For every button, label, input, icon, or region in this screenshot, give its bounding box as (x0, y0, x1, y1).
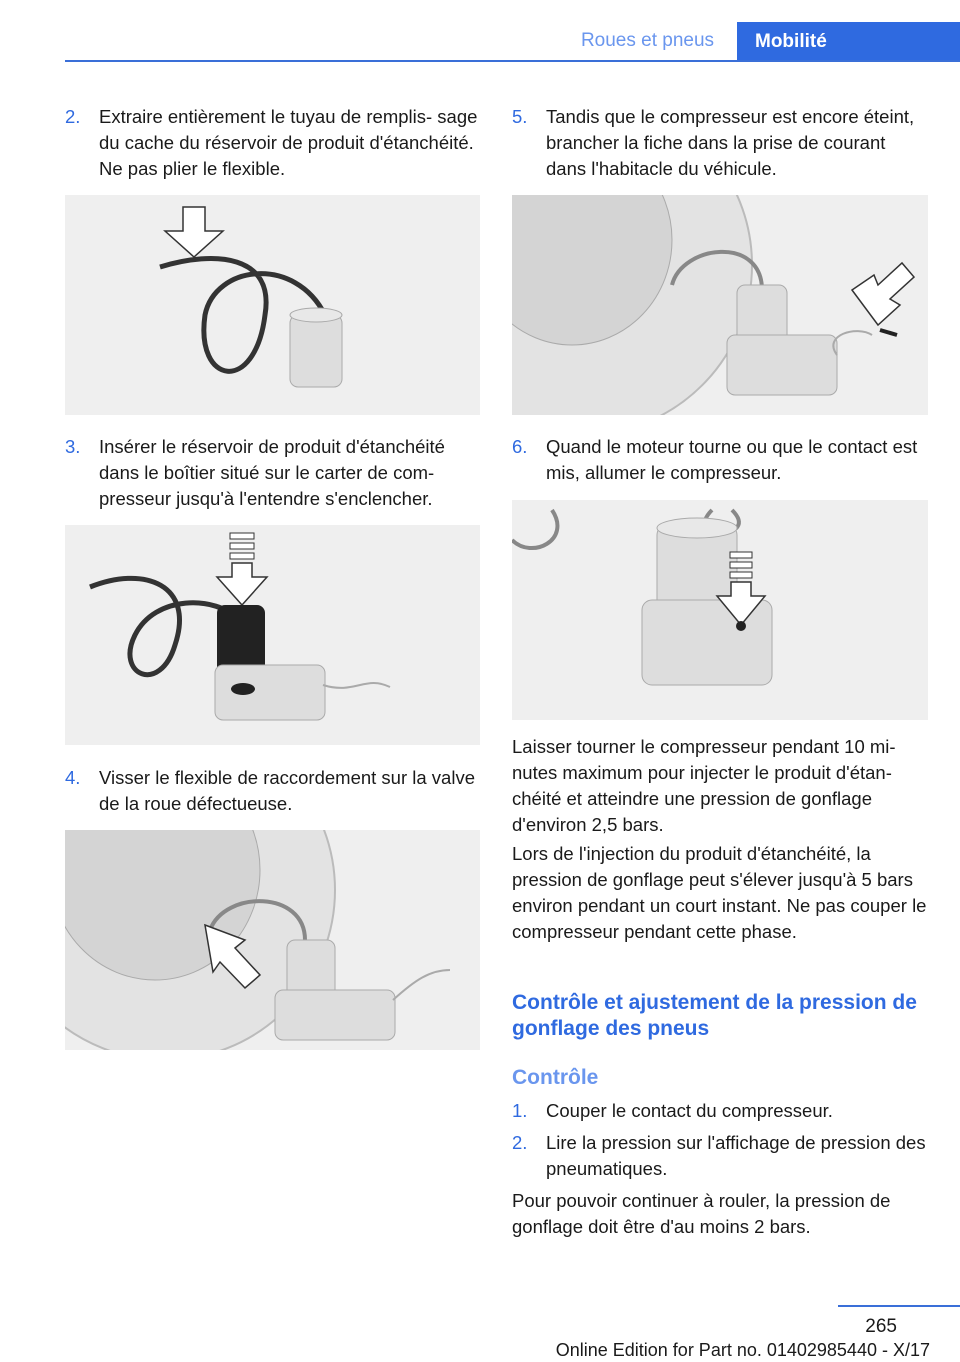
figure-insert-reservoir (65, 525, 480, 745)
step-number: 2. (65, 106, 81, 127)
step-number: 1. (512, 1100, 528, 1121)
figure-screw-valve (65, 830, 480, 1050)
header-rule (65, 60, 960, 62)
step-text: Couper le contact du compresseur. (546, 1100, 833, 1121)
step-number: 4. (65, 767, 81, 788)
footer-edition: Online Edition for Part no. 01402985440 - X/17 (555, 1340, 930, 1360)
paragraph-min-pressure: Pour pouvoir continuer à rouler, la pression de gonflage doit être d'au moins 2 bars. (512, 1190, 891, 1237)
subsection-title: Contrôle (512, 1066, 599, 1089)
footer-rule (838, 1305, 960, 1307)
step-number: 5. (512, 106, 528, 127)
page-number: 265 (865, 1316, 897, 1337)
step-text: Quand le moteur tourne ou que le contact est mis, allumer le compresseur. (546, 436, 918, 483)
header-section-title: Roues et pneus (580, 30, 715, 51)
section-title: Contrôle et ajustement de la pression de gonflage des pneus (512, 991, 917, 1040)
header-chapter-tab: Mobilité (737, 22, 960, 62)
step-text: Lire la pression sur l'affichage de pression des pneumatiques. (546, 1132, 926, 1179)
step-number: 6. (512, 436, 528, 457)
paragraph-pressure-peak: Lors de l'injection du produit d'étanchéité, la pression de gonflage peut s'élever jusqu'à 5 bars environ pendant un court instant. Ne pas couper le compresseur pendant cette phase. (512, 843, 927, 942)
paragraph-compressor-run: Laisser tourner le compresseur pendant 10 mi‐ nutes maximum pour injecter le produit d'étan‐ chéité et atteindre une pression de gonflage d'environ 2,5 bars. (512, 736, 896, 835)
figure-sealant-hose (65, 195, 480, 415)
figure-plug-socket (512, 195, 928, 415)
step-text: Insérer le réservoir de produit d'étanchéité dans le boîtier situé sur le carter de com‐ presseur jusqu'à l'entendre s'enclencher. (99, 436, 445, 509)
step-text: Extraire entièrement le tuyau de remplis‐ sage du cache du réservoir de produit d'étanchéité. Ne pas plier le flexible. (99, 106, 478, 179)
step-number: 3. (65, 436, 81, 457)
step-number: 2. (512, 1132, 528, 1153)
figure-switch-on (512, 500, 928, 720)
step-text: Visser le flexible de raccordement sur la valve de la roue défectueuse. (99, 767, 475, 814)
step-text: Tandis que le compresseur est encore éteint, brancher la fiche dans la prise de courant dans l'habitacle du véhicule. (546, 106, 915, 179)
